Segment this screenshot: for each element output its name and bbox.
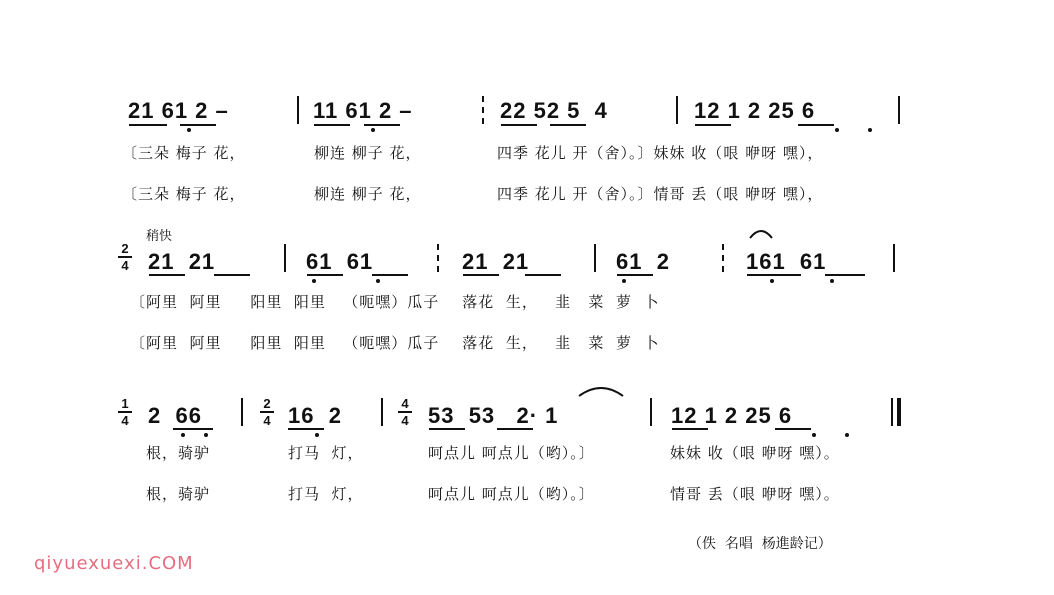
beam: [149, 274, 185, 276]
row1-measure3: 22 52 5 4: [500, 98, 608, 123]
row2-lyric1: 〔阿里 阿里 阳里 阳里 （呃嘿）瓜子 落花 生， 韭 菜 萝 卜: [130, 293, 660, 311]
barline-dashed: [482, 96, 484, 124]
barline: [241, 398, 243, 426]
beam: [798, 124, 834, 126]
row2-measure5: 161 61: [746, 249, 827, 274]
barline-dashed: [722, 244, 724, 272]
slur-mark: [748, 226, 774, 240]
beam: [173, 428, 213, 430]
barline: [650, 398, 652, 426]
row3-lyric2-c: 呵点儿 呵点儿（哟）。〕: [428, 485, 595, 503]
octave-dot: [371, 128, 375, 132]
site-watermark: qiyuexuexi.COM: [34, 553, 194, 574]
beam: [825, 274, 865, 276]
performer-credit: （佚 名唱 杨進龄记）: [688, 536, 832, 552]
row1-measure2: 11 61 2 –: [313, 98, 413, 123]
time-signature: 2 4: [260, 397, 274, 427]
time-signature: 1 4: [118, 397, 132, 427]
barline: [898, 96, 900, 124]
beam: [429, 428, 465, 430]
row1-lyric2-c: 四季 花儿 开（舍）。〕情哥 丢（哏 咿呀 嘿），: [497, 185, 824, 203]
beam: [180, 124, 216, 126]
row2-measure3: 21 21: [462, 249, 530, 274]
row3-lyric1-b: 打马 灯，: [288, 444, 364, 462]
row1-measure4: 12 1 2 25 6: [694, 98, 816, 123]
row3-lyric1-c: 呵点儿 呵点儿（哟）。〕: [428, 444, 595, 462]
beam: [672, 428, 708, 430]
row2-measure2: 61 61: [306, 249, 374, 274]
row1-lyric1-a: 〔三朵 梅子 花，: [122, 144, 246, 162]
beam: [497, 428, 533, 430]
beam: [307, 274, 343, 276]
row3-measure1: 2 66: [148, 403, 202, 428]
tempo-marking: 稍快: [146, 229, 173, 244]
octave-dot: [204, 433, 208, 437]
row3-lyric2-b: 打马 灯，: [288, 485, 364, 503]
octave-dot: [181, 433, 185, 437]
barline-dashed: [437, 244, 439, 272]
beam: [364, 124, 400, 126]
barline: [297, 96, 299, 124]
beam: [314, 124, 350, 126]
row1-lyric2-b: 柳连 柳子 花，: [314, 185, 422, 203]
octave-dot: [830, 279, 834, 283]
row2-measure1: 21 21: [148, 249, 216, 274]
beam: [525, 274, 561, 276]
octave-dot: [622, 279, 626, 283]
octave-dot: [376, 279, 380, 283]
row1-lyric1-b: 柳连 柳子 花，: [314, 144, 422, 162]
octave-dot: [812, 433, 816, 437]
octave-dot: [187, 128, 191, 132]
barline: [594, 244, 596, 272]
beam: [747, 274, 801, 276]
beam: [372, 274, 408, 276]
row3-measure4: 12 1 2 25 6: [671, 403, 793, 428]
row1-lyric2-a: 〔三朵 梅子 花，: [122, 185, 246, 203]
octave-dot: [312, 279, 316, 283]
row1-lyric1-c: 四季 花儿 开（舍）。〕妹妹 收（哏 咿呀 嘿），: [497, 144, 824, 162]
row3-lyric1-a: 根，骑驴: [146, 444, 211, 462]
final-barline-thin: [891, 398, 893, 426]
row2-lyric2: 〔阿里 阿里 阳里 阳里 （呃嘿）瓜子 落花 生， 韭 菜 萝 卜: [130, 334, 660, 352]
beam: [775, 428, 811, 430]
final-barline-thick: [897, 398, 901, 426]
time-signature: 4 4: [398, 397, 412, 427]
barline: [381, 398, 383, 426]
row1-measure1: 21 61 2 –: [128, 98, 229, 123]
row2-measure4: 61 2: [616, 249, 670, 274]
row3-lyric2-d: 情哥 丢（哏 咿呀 嘿）。: [670, 485, 840, 503]
time-signature: 2 4: [118, 242, 132, 272]
row3-lyric2-a: 根，骑驴: [146, 485, 211, 503]
row3-measure2: 16 2: [288, 403, 342, 428]
beam: [501, 124, 537, 126]
beam: [695, 124, 731, 126]
barline: [676, 96, 678, 124]
beam: [463, 274, 499, 276]
beam: [129, 124, 167, 126]
barline: [893, 244, 895, 272]
row3-lyric1-d: 妹妹 收（哏 咿呀 嘿）。: [670, 444, 840, 462]
beam: [214, 274, 250, 276]
octave-dot: [868, 128, 872, 132]
beam: [617, 274, 653, 276]
beam: [550, 124, 586, 126]
barline: [284, 244, 286, 272]
octave-dot: [835, 128, 839, 132]
octave-dot: [315, 433, 319, 437]
row3-measure3: 53 53 2· 1: [428, 403, 559, 428]
octave-dot: [845, 433, 849, 437]
beam: [288, 428, 324, 430]
octave-dot: [770, 279, 774, 283]
slur-mark: [577, 382, 625, 398]
